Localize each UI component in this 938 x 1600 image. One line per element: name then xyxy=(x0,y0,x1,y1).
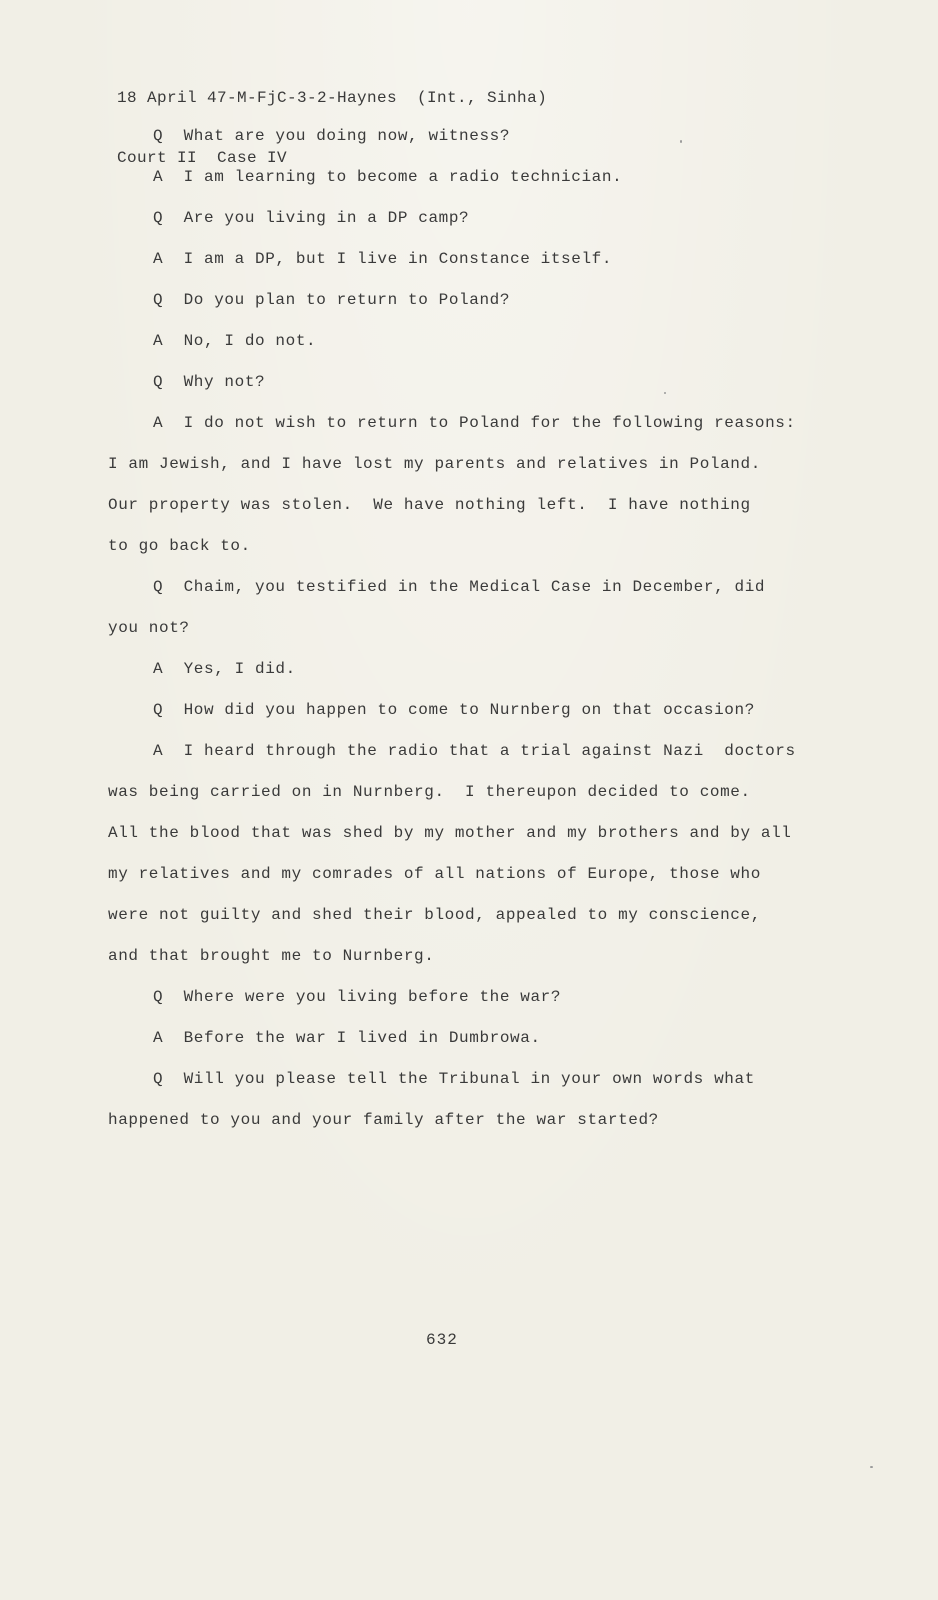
transcript-line: Q Chaim, you testified in the Medical Case in December, did xyxy=(153,578,766,596)
transcript-paragraph xyxy=(108,372,808,392)
transcript-line: and that brought me to Nurnberg. xyxy=(108,947,435,965)
transcript-line: Q What are you doing now, witness? xyxy=(153,127,511,145)
transcript-paragraph xyxy=(108,700,808,720)
transcript-paragraph xyxy=(108,577,808,638)
transcript-line: Q Are you living in a DP camp? xyxy=(153,209,470,227)
transcript-paragraph xyxy=(108,413,808,556)
paper-speck xyxy=(870,1466,873,1468)
transcript-body xyxy=(108,126,808,1151)
transcript-line: happened to you and your family after the war started? xyxy=(108,1111,659,1129)
page-number: 632 xyxy=(426,1331,458,1349)
transcript-line: Q Why not? xyxy=(153,373,266,391)
transcript-paragraph xyxy=(108,1028,808,1048)
transcript-line: A I am learning to become a radio technician. xyxy=(153,168,623,186)
paper-speck xyxy=(680,140,682,143)
transcript-paragraph xyxy=(108,987,808,1007)
transcript-line: All the blood that was shed by my mother and my brothers and by all xyxy=(108,824,792,842)
header-court-line: Court II Case IV xyxy=(117,149,288,167)
transcript-paragraph xyxy=(108,167,808,187)
transcript-line: Our property was stolen. We have nothing left. I have nothing xyxy=(108,496,751,514)
transcript-paragraph xyxy=(108,659,808,679)
transcript-line: A No, I do not. xyxy=(153,332,317,350)
transcript-line: you not? xyxy=(108,619,190,637)
transcript-line: Q Where were you living before the war? xyxy=(153,988,562,1006)
transcript-line: A I heard through the radio that a trial against Nazi doctors xyxy=(153,742,796,760)
transcript-line: A I do not wish to return to Poland for the following reasons: xyxy=(153,414,796,432)
transcript-paragraph xyxy=(108,208,808,228)
transcript-line: was being carried on in Nurnberg. I thereupon decided to come. xyxy=(108,783,751,801)
transcript-paragraph xyxy=(108,126,808,146)
transcript-line: Q Will you please tell the Tribunal in your own words what xyxy=(153,1070,755,1088)
transcript-line: A Yes, I did. xyxy=(153,660,296,678)
transcript-line: I am Jewish, and I have lost my parents and relatives in Poland. xyxy=(108,455,761,473)
transcript-line: Q Do you plan to return to Poland? xyxy=(153,291,511,309)
transcript-line: A I am a DP, but I live in Constance itself. xyxy=(153,250,613,268)
transcript-line: my relatives and my comrades of all nations of Europe, those who xyxy=(108,865,761,883)
transcript-line: to go back to. xyxy=(108,537,251,555)
transcript-line: A Before the war I lived in Dumbrowa. xyxy=(153,1029,541,1047)
paper-speck xyxy=(664,392,666,394)
transcript-paragraph xyxy=(108,1069,808,1130)
transcript-paragraph xyxy=(108,290,808,310)
transcript-line: were not guilty and shed their blood, appealed to my conscience, xyxy=(108,906,761,924)
header-date-line: 18 April 47-M-FjC-3-2-Haynes (Int., Sinha) xyxy=(117,89,548,107)
transcript-paragraph xyxy=(108,331,808,351)
transcript-line: Q How did you happen to come to Nurnberg on that occasion? xyxy=(153,701,755,719)
transcript-paragraph xyxy=(108,741,808,966)
transcript-paragraph xyxy=(108,249,808,269)
